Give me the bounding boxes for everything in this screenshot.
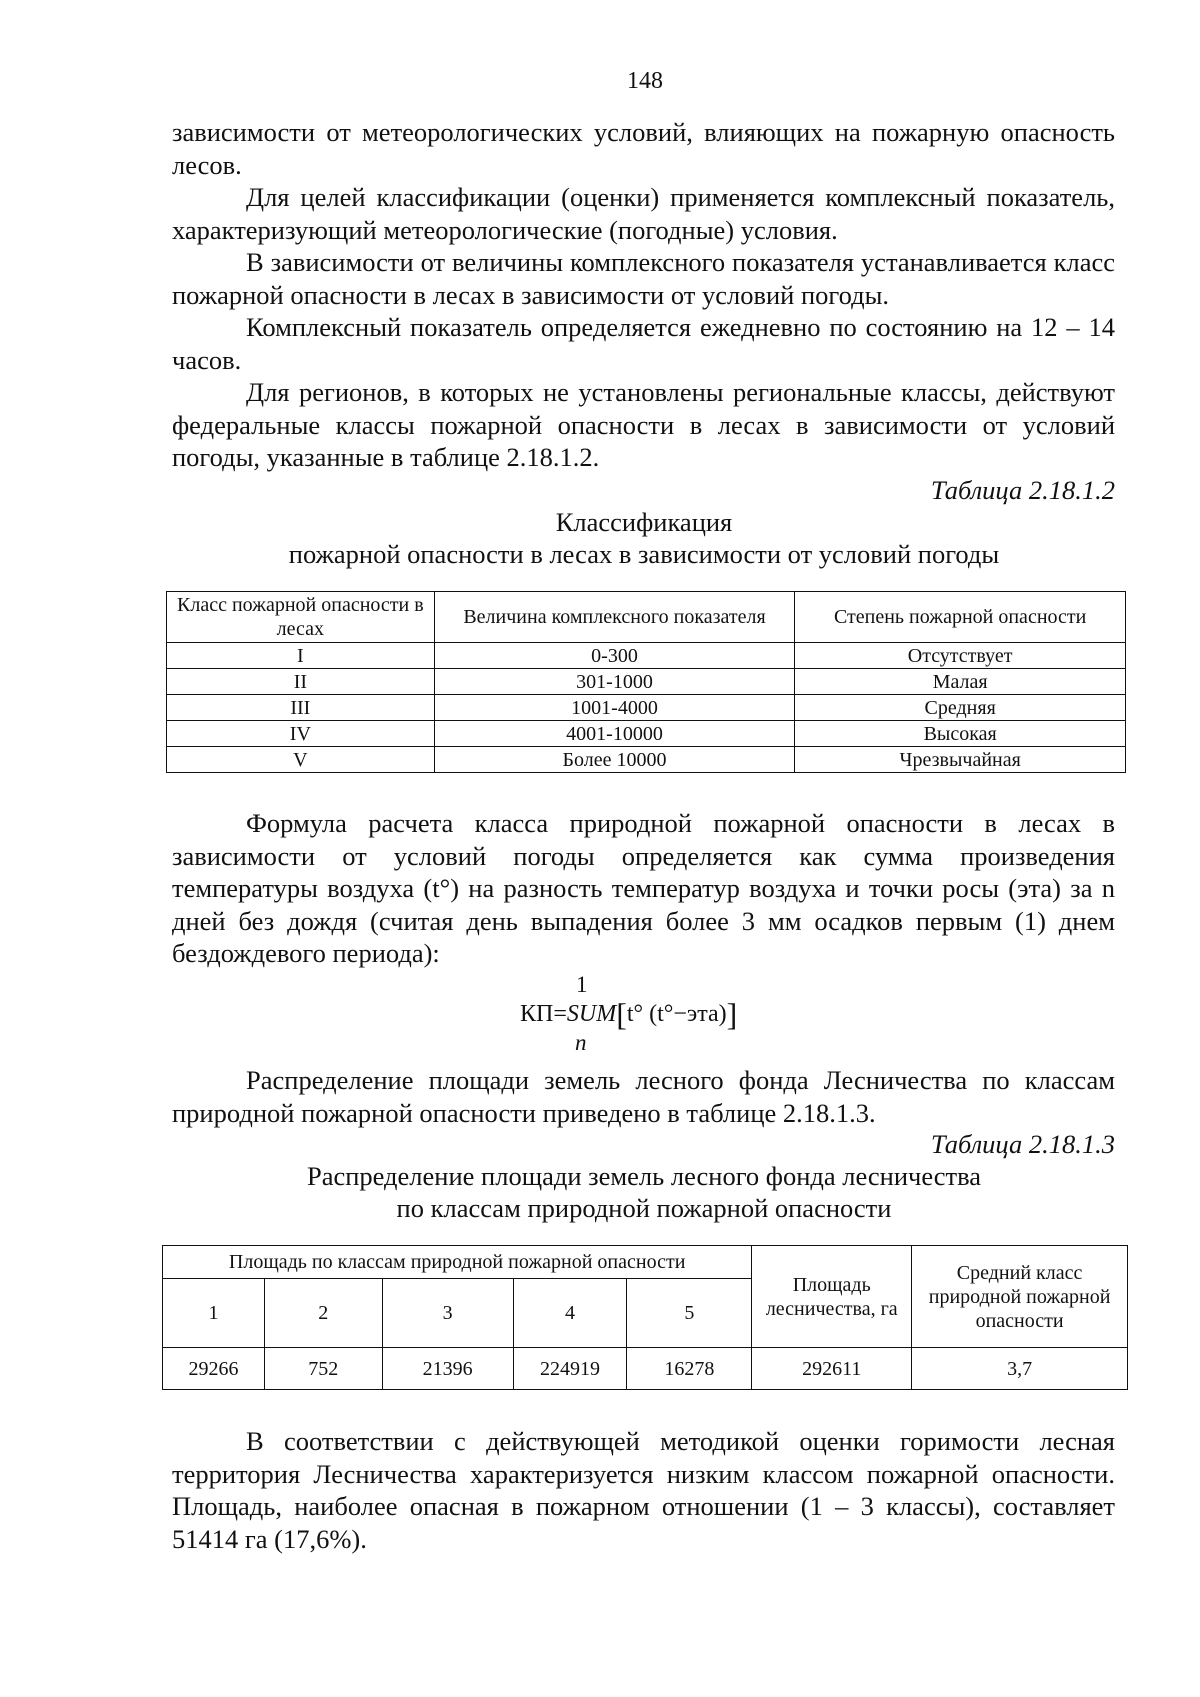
cell-degree: Чрезвычайная [795,747,1126,773]
cell-class: II [167,669,435,695]
table-row [167,669,1126,695]
cell-class: V [167,747,435,773]
cell-degree: Высокая [795,721,1126,747]
cell-class-5-area: 16278 [627,1348,752,1390]
cell-range: Более 10000 [434,747,795,773]
formula-lhs: КП= [520,1001,567,1027]
header-class-2: 2 [264,1279,382,1348]
table-row [163,1348,1128,1390]
table-header-row [163,1246,1128,1279]
paragraph-federal-classes: Для регионов, в которых не установлены региональные классы, действуют федеральные классы пожарной опасности в лесах в зависимости от условий погоды, указанные в таблице 2.18.1.2. [172,377,1115,472]
table-row [167,695,1126,721]
formula-lower-limit: n [575,1030,587,1055]
paragraph-daily-index: Комплексный показатель определяется ежедневно по состоянию на 12 – 14 часов. [172,312,1115,375]
page-number: 148 [627,68,663,94]
cell-class: I [167,643,435,669]
header-area-by-class: Площадь по классам природной пожарной опасности [163,1246,752,1279]
paragraph-distribution: Распределение площади земель лесного фонда Лесничества по классам природной пожарной опасности приведено в таблице 2.18.1.3. [172,1065,1115,1128]
paragraph-classification-purpose: Для целей классификации (оценки) применяется комплексный показатель, характеризующий метеорологические (погодные) условия. [172,182,1115,245]
fire-danger-classification-table [166,591,1126,773]
cell-range: 301-1000 [434,669,795,695]
table1-title-line2: пожарной опасности в лесах в зависимости от условий погоды [288,539,1000,569]
formula [520,972,780,1058]
area-distribution-table [162,1245,1128,1390]
cell-range: 0-300 [434,643,795,669]
cell-class-2-area: 752 [264,1348,382,1390]
header-class-1: 1 [163,1279,265,1348]
formula-upper-limit: 1 [576,972,588,997]
cell-forestry-area: 292611 [752,1348,912,1390]
header-class-3: 3 [382,1279,513,1348]
header-class: Класс пожарной опасности в лесах [167,592,435,643]
table2-title-line2: по классам природной пожарной опасности [396,1193,892,1223]
formula-expr: t° (t°−эта) [626,1001,727,1027]
right-bracket-icon: ] [726,996,738,1032]
table1-label: Таблица 2.18.1.2 [930,475,1115,505]
header-index-value: Величина комплексного показателя [434,592,795,643]
cell-class-3-area: 21396 [382,1348,513,1390]
cell-class-4-area: 224919 [513,1348,627,1390]
cell-class: III [167,695,435,721]
cell-range: 1001-4000 [434,695,795,721]
table-row [167,643,1126,669]
cell-average-class: 3,7 [912,1348,1128,1390]
cell-degree: Отсутствует [795,643,1126,669]
table-row [167,721,1126,747]
header-class-4: 4 [513,1279,627,1348]
header-class-5: 5 [627,1279,752,1348]
cell-class-1-area: 29266 [163,1348,265,1390]
paragraph-formula-intro: Формула расчета класса природной пожарной опасности в лесах в зависимости от условий погоды определяется как сумма произведения температуры воздуха (t°) на разность температур воздуха и точки росы (эта) за n дней без дождя (считая день выпадения более 3 мм осадков первым (1) днем бездождевого периода): [172,808,1115,968]
paragraph-conclusion: В соответствии с действующей методикой оценки горимости лесная территория Лесничества характеризуется низким классом пожарной опасности. Площадь, наиболее опасная в пожарном отношении (1 – 3 классы), составляет 51414 га (17,6%). [172,1426,1115,1554]
cell-degree: Малая [795,669,1126,695]
paragraph-continuation: зависимости от метеорологических условий, влияющих на пожарную опасность лесов. [172,117,1115,180]
header-danger-degree: Степень пожарной опасности [795,592,1126,643]
formula-sum: SUM [566,1001,617,1027]
table2-title-line1: Распределение площади земель лесного фонда лесничества [306,1161,982,1191]
cell-range: 4001-10000 [434,721,795,747]
table2-label: Таблица 2.18.1.3 [930,1129,1115,1159]
left-bracket-icon: [ [616,996,627,1032]
cell-degree: Средняя [795,695,1126,721]
header-average-class: Средний класс природной пожарной опасности [912,1246,1128,1348]
table-row [167,747,1126,773]
table1-title-line1: Классификация [555,507,733,537]
cell-class: IV [167,721,435,747]
table-header-row [167,592,1126,643]
formula-expression [520,996,738,1032]
paragraph-class-dependence: В зависимости от величины комплексного показателя устанавливается класс пожарной опасности в лесах в зависимости от условий погоды. [172,247,1115,310]
header-forestry-area: Площадь лесничества, га [752,1246,912,1348]
